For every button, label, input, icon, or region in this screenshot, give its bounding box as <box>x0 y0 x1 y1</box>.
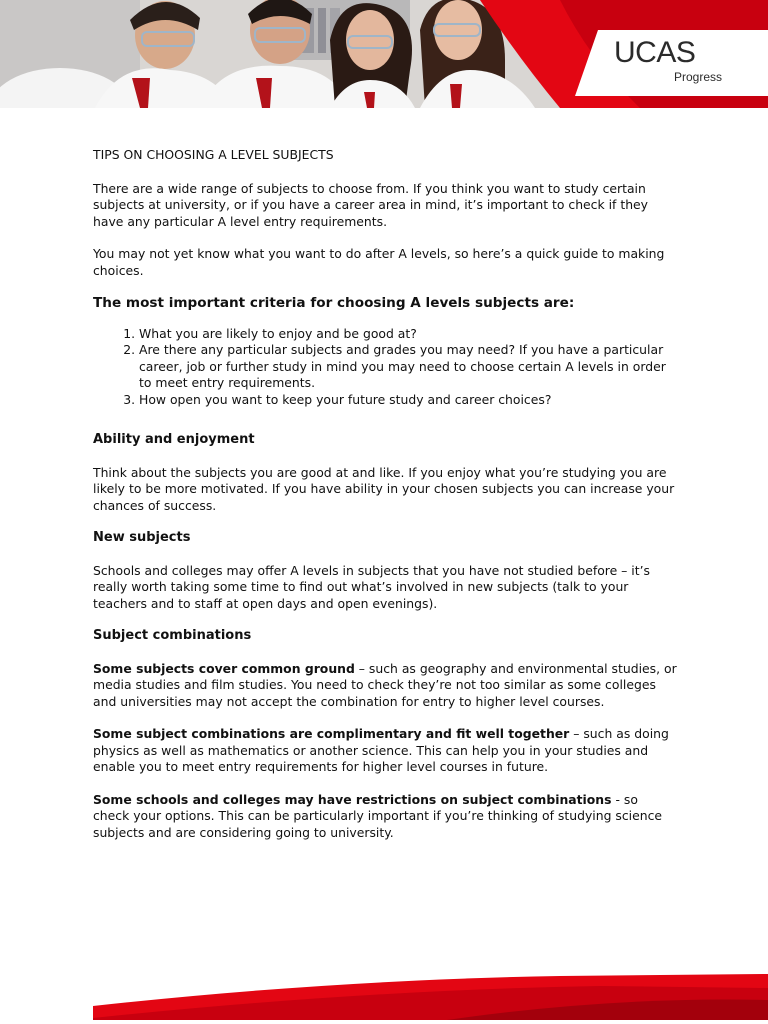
combinations-heading: Subject combinations <box>93 628 252 643</box>
footer-swoosh <box>0 960 768 1024</box>
ability-paragraph: Think about the subjects you are good at and like. If you enjoy what you’re studying you are likely to be more motivated. If you have ability in your chosen subjects you can increase your chances of success. <box>93 464 675 513</box>
criteria-heading: The most important criteria for choosing A levels subjects are: <box>93 295 575 311</box>
intro-paragraph: There are a wide range of subjects to choose from. If you think you want to study certain subjects at university, or if you have a career area in mind, it’s important to check if they have any particular A level entry requirements. <box>93 180 649 229</box>
logo-wordmark: UCAS <box>614 36 696 69</box>
ability-heading: Ability and enjoyment <box>93 432 255 447</box>
combination-text-1: – such as geography and environmental studies, or media studies and film studies. You need to check they’re not too similar as some colleges and universities may not accept the combination for entry to higher level courses. <box>93 660 677 709</box>
combination-lead-1: Some subjects cover common ground <box>93 660 355 676</box>
criteria-item: 2. Are there any particular subjects and grades you may need? If you have a particular career, job or further study in mind you may need to choose certain A levels in order to meet entry requirements. <box>139 342 678 392</box>
logo-subtitle: Progress <box>674 70 723 84</box>
criteria-item: 1. What you are likely to enjoy and be good at? <box>139 326 678 343</box>
document-title: TIPS ON CHOOSING A LEVEL SUBJECTS <box>93 147 334 162</box>
header-banner <box>0 0 768 108</box>
new-subjects-heading: New subjects <box>93 530 191 545</box>
intro-paragraph-2: You may not yet know what you want to do after A levels, so here’s a quick guide to making choices. <box>93 246 665 278</box>
combination-paragraph-3 <box>93 792 678 842</box>
document-body <box>93 147 678 857</box>
ucas-progress-logo[interactable] <box>612 38 732 88</box>
criteria-item: 3. How open you want to keep your future study and career choices? <box>139 392 678 409</box>
combination-text-3: - so check your options. This can be particularly important if you’re thinking of studying science subjects and are considering going to university. <box>93 791 663 840</box>
combination-lead-3: Some schools and colleges may have restrictions on subject combinations <box>93 791 612 807</box>
combination-paragraph-1 <box>93 661 678 711</box>
new-subjects-paragraph: Schools and colleges may offer A levels in subjects that you have not studied before – it’s really worth taking some time to find out what’s involved in new subjects (talk to your teachers and to staff at open days and open evenings). <box>93 562 651 611</box>
criteria-list <box>93 326 678 409</box>
combination-text-2: – such as doing physics as well as mathematics or another science. This can help you in your studies and enable you to meet entry requirements for higher level courses in future. <box>93 726 669 774</box>
combination-paragraph-2 <box>93 726 678 776</box>
combination-lead-2: Some subject combinations are complimentary and fit well together <box>93 726 570 741</box>
